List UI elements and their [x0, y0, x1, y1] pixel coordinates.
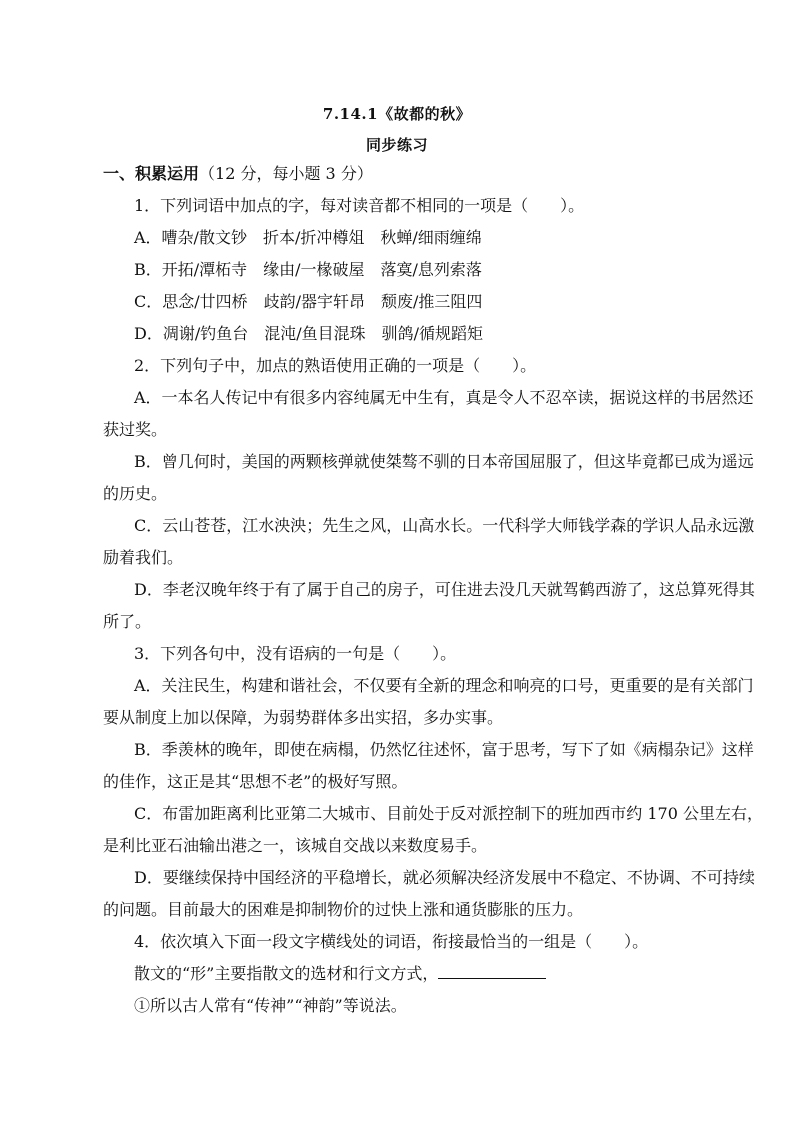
- q2-stem: 2．下列句子中，加点的熟语使用正确的一项是（ ）。: [134, 356, 537, 375]
- section-heading-label: 一、积累运用: [103, 164, 200, 183]
- q3-option-c-line2: 是利比亚石油输出港之一，该城自交战以来数度易手。: [103, 836, 488, 855]
- q2-option-a-line2: 获过奖。: [103, 420, 168, 439]
- q4-item-1: ①所以古人常有“传神”“神韵”等说法。: [134, 996, 407, 1015]
- q3-option-b-line2: 的佳作，这正是其“思想不老”的极好写照。: [103, 772, 408, 791]
- document-subtitle: 同步练习: [365, 136, 428, 154]
- q1-option-a: A．嘈杂/散文钞 折本/折冲樽俎 秋蝉/细雨缠绵: [134, 228, 482, 247]
- q4-passage-text: 散文的“形”主要指散文的选材和行文方式，: [134, 964, 439, 983]
- q1-stem: 1．下列词语中加点的字，每对读音都不相同的一项是（ ）。: [134, 196, 585, 215]
- q1-option-d: D．凋谢/钓鱼台 混沌/鱼目混珠 驯鸽/循规蹈矩: [134, 324, 484, 343]
- q4-stem: 4．依次填入下面一段文字横线处的词语，衔接最恰当的一组是（ ）。: [134, 932, 649, 951]
- q1-option-c: C．思念/廿四桥 歧韵/器宇轩昂 颓废/推三阻四: [134, 292, 483, 311]
- q2-option-b-line1: B．曾几何时，美国的两颗核弹就使桀骜不驯的日本帝国屈服了，但这毕竟都已成为遥远: [134, 452, 754, 471]
- q1-option-b: B．开拓/潭柘寺 缘由/一椽破屋 落寞/息列索落: [134, 260, 482, 279]
- q2-option-c-line2: 励着我们。: [103, 548, 184, 567]
- q2-option-a-line1: A．一本名人传记中有很多内容纯属无中生有，真是令人不忍卒读，据说这样的书居然还: [134, 388, 754, 407]
- q3-option-c-line1: C．布雷加距离利比亚第二大城市、目前处于反对派控制下的班加西市约 170 公里左右，: [134, 804, 763, 823]
- q3-stem: 3．下列各句中，没有语病的一句是（ ）。: [134, 644, 457, 663]
- fill-in-blank: [438, 964, 546, 979]
- q3-option-b-line1: B．季羡林的晚年，即使在病榻，仍然忆往述怀，富于思考，写下了如《病榻杂记》这样: [134, 740, 754, 759]
- section-heading-note: （12 分，每小题 3 分）: [199, 164, 373, 183]
- q2-option-d-line2: 所了。: [103, 612, 152, 631]
- q3-option-d-line1: D．要继续保持中国经济的平稳增长，就必须解决经济发展中不稳定、不协调、不可持续: [134, 868, 755, 887]
- q2-option-d-line1: D．李老汉晚年终于有了属于自己的房子，可住进去没几天就驾鹤西游了，这总算死得其: [134, 580, 755, 599]
- q3-option-a-line1: A．关注民生，构建和谐社会，不仅要有全新的理念和响亮的口号，更重要的是有关部门: [134, 676, 754, 695]
- q2-option-b-line2: 的历史。: [103, 484, 168, 503]
- q3-option-a-line2: 要从制度上加以保障，为弱势群体多出实招，多办实事。: [103, 708, 504, 727]
- document-title: 7.14.1《故都的秋》: [322, 105, 472, 123]
- q3-option-d-line2: 的问题。目前最大的困难是抑制物价的过快上涨和通货膨胀的压力。: [103, 900, 584, 919]
- section-heading: [103, 158, 723, 190]
- q2-option-c-line1: C．云山苍苍，江水泱泱；先生之风，山高水长。一代科学大师钱学森的学识人品永远激: [134, 516, 755, 535]
- q4-passage-line: [134, 958, 754, 990]
